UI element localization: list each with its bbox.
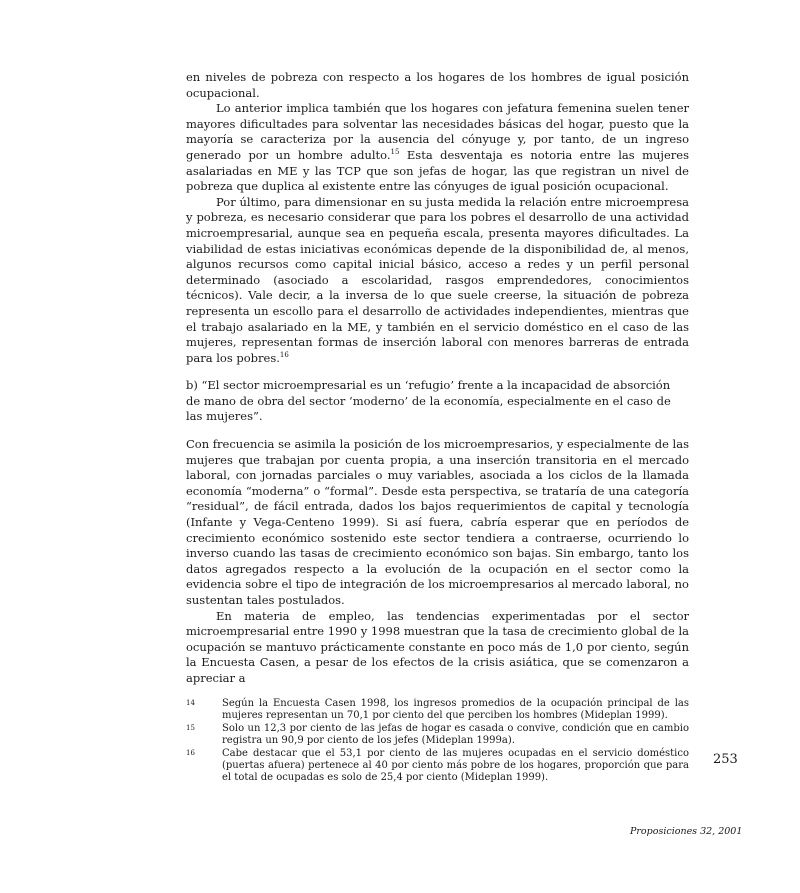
footnote-text: Cabe destacar que el 53,1 por ciento de las mujeres ocupadas en el servicio doméstico (puertas afuera) pertenece al 40 por ciento más pobre de los hogares, proporción que para el total de ocupadas es solo de 25,4 por ciento (Mideplan 1999).: [222, 748, 689, 783]
footnote-ref: 16: [279, 350, 289, 359]
paragraph: En materia de empleo, las tendencias experimentadas por el sector microempresarial entre 1990 y 1998 muestran que la tasa de crecimiento global de la ocupación se mantuvo prácticamente constante en poco más de 1,0 por ciento, según la Encuesta Casen, a pesar de los efectos de la crisis asiática, que se comenzaron a apreciar a: [186, 608, 689, 685]
paragraph-text: Por último, para dimensionar en su justa medida la relación entre microempresa y pobreza, es necesario considerar que para los pobres el desarrollo de una actividad microempresarial, aunque sea en pequeña escala, presenta mayores dificultades. La viabilidad de estas iniciativas económicas depende de la disponibilidad de, al menos, algunos recursos como capital inicial básico, acceso a redes y un perfil personal determinado (asociado a escolaridad, rasgos emprendedores, conocimientos técnicos). Vale decir, a la inversa de lo que suele creerse, la situación de pobreza representa un escollo para el desarrollo de actividades independientes, mientras que el trabajo asalariado en la ME, y también en el servicio doméstico en el caso de las mujeres, representan formas de inserción laboral con menores barreras de entrada para los pobres.: [186, 194, 689, 365]
page-number: 253: [713, 752, 738, 767]
footnote-text: Según la Encuesta Casen 1998, los ingresos promedios de la ocupación principal de las mujeres representan un 70,1 por ciento del que perciben los hombres (Mideplan 1999).: [222, 698, 689, 721]
body-text: [186, 70, 689, 687]
footnote: [186, 698, 689, 721]
footnote-number: 14: [186, 699, 195, 707]
paragraph: [186, 101, 689, 195]
footnotes: [186, 698, 689, 785]
paragraph-text-cont: Esta desventaja es notoria entre las mujeres asalariadas en ME y las TCP que son jefas de hogar, las que registran un nivel de pobreza que duplica al existente entre las cónyuges de igual posición ocupacional.: [186, 147, 690, 194]
footnote: [186, 748, 689, 783]
section-heading: b) “El sector microempresarial es un ‘refugio’ frente a la incapacidad de absorción de mano de obra del sector ‘moderno’ de la economía, especialmente en el caso de las mujeres”.: [186, 378, 671, 424]
paragraph: Con frecuencia se asimila la posición de los microempresarios, y especialmente de las mujeres que trabajan por cuenta propia, a una inserción transitoria en el mercado laboral, con jornadas parciales o muy variables, asociada a los ciclos de la llamada economía “moderna” o “formal”. Desde esta perspectiva, se trataría de una categoría “residual”, de fácil entrada, dados los bajos requerimientos de capital y tecnología (Infante y Vega-Centeno 1999). Si así fuera, cabría esperar que en períodos de crecimiento económico sostenido este sector tendiera a contraerse, ocurriendo lo inverso cuando las tasas de crecimiento económico son bajas. Sin embargo, tanto los datos agregados respecto a la evolución de la ocupación en el sector como la evidencia sobre el tipo de integración de los microempresarios al mercado laboral, no sustentan tales postulados.: [186, 437, 689, 607]
paragraph-text: Lo anterior implica también que los hogares con jefatura femenina suelen tener mayores dificultades para solventar las necesidades básicas del hogar, puesto que la mayoría se caracteriza por la ausencia del cónyuge y, por tanto, de un ingreso generado por un hombre adulto.: [186, 101, 689, 162]
footnote: [186, 723, 689, 746]
footnote-number: 16: [186, 749, 195, 758]
footnote-number: 15: [186, 724, 195, 733]
paragraph: en niveles de pobreza con respecto a los hogares de los hombres de igual posición ocupacional.: [186, 70, 689, 100]
paragraph: [186, 195, 689, 367]
journal-citation: Proposiciones 32, 2001: [630, 826, 743, 837]
footnote-ref: 15: [390, 148, 400, 157]
footnote-text: Solo un 12,3 por ciento de las jefas de hogar es casada o convive, condición que en cambio registra un 90,9 por ciento de los jefes (Mideplan 1999a).: [222, 723, 689, 746]
